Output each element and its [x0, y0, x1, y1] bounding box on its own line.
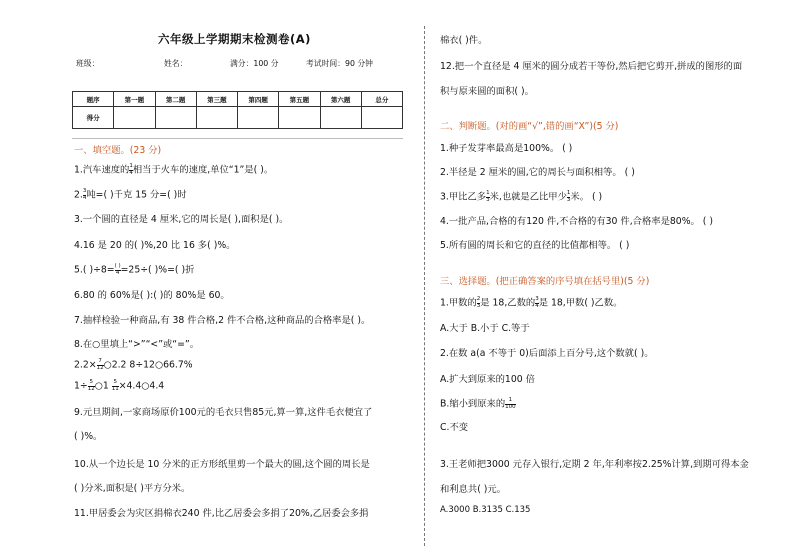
column-divider [424, 26, 425, 546]
choice-1-options: A.大于 B.小于 C.等于 [440, 323, 530, 334]
question-text: 相当于火车的速度,单位“1”是( )。 [132, 164, 274, 176]
question-9: 9.元旦期间,一家商场原价100元的毛衣只售85元,算一算,这件毛衣便宜了 [74, 407, 373, 418]
denominator: 4 [115, 269, 120, 276]
judge-5: 5.所有圆的周长和它的直径的比值都相等。 ( ) [440, 240, 630, 251]
choice-3-options: A.3000 B.3135 C.135 [440, 505, 531, 515]
numerator: 3 [535, 296, 539, 302]
choice-3-cont: 和利息共( )元。 [440, 484, 506, 495]
numerator: 2 [476, 296, 481, 302]
score-header-cell: 第二题 [155, 92, 196, 107]
score-cell[interactable] [320, 107, 361, 129]
numerator: 3 [82, 188, 87, 194]
score-header-cell: 第三题 [196, 92, 237, 107]
numerator: 1 [129, 163, 133, 169]
numerator: ( ) [114, 263, 121, 269]
choice-2: 2.在数 a(a 不等于 0)后面添上百分号,这个数就( )。 [440, 348, 654, 359]
judge-4: 4.一批产品,合格的有120 件,不合格的有30 件,合格率是80%。 ( ) [440, 216, 713, 227]
score-header-cell: 题序 [73, 92, 114, 107]
question-text: 吨=( )千克 15 分=( )时 [86, 189, 187, 201]
score-row-label: 得分 [73, 107, 114, 129]
choice-1 [440, 297, 622, 310]
denominator: 11 [111, 385, 119, 392]
question-10-answer: ( )分米,面积是( )平方分米。 [74, 483, 191, 494]
question-text: 米,也就是乙比甲少 [489, 191, 567, 203]
question-9-answer: ( )%。 [74, 431, 103, 442]
score-header-cell: 第一题 [114, 92, 155, 107]
question-8-row-1 [74, 359, 193, 372]
question-text: 是 18,乙数的 [480, 297, 536, 309]
judge-3 [440, 191, 602, 204]
score-table-header-row [73, 92, 403, 107]
question-2 [74, 189, 187, 202]
denominator: 12 [96, 364, 104, 371]
fraction [88, 380, 95, 392]
question-text: 3.甲比乙多 [440, 191, 487, 203]
section-fill-blank: 一、填空题。(23 分) [74, 145, 162, 156]
question-11-cont: 棉衣( )件。 [440, 35, 488, 46]
choice-2-option-a: A.扩大到原来的100 倍 [440, 374, 535, 385]
expression: 1÷ [74, 380, 88, 392]
question-text: 5.( )÷8= [74, 264, 115, 276]
denominator: 4 [82, 194, 87, 201]
question-12-cont: 积与原来圆的面积( )。 [440, 86, 534, 97]
score-header-cell: 第六题 [320, 92, 361, 107]
question-text: 1.甲数的 [440, 297, 477, 309]
exam-time-label: 考试时间：90 分钟 [306, 59, 373, 68]
question-8: 8.在○里填上“>”“<”或“=”。 [74, 339, 200, 350]
numerator: 7 [98, 358, 102, 364]
score-cell[interactable] [238, 107, 279, 129]
expression: ○2.2 8÷12○66.7% [103, 359, 193, 371]
section-divider [72, 138, 403, 139]
fraction [112, 380, 119, 392]
denominator: 3 [566, 196, 571, 203]
score-cell[interactable] [114, 107, 155, 129]
question-text: =25÷( )%=( )折 [120, 264, 195, 276]
question-6: 6.80 的 60%是( ):( )的 80%是 60。 [74, 290, 230, 301]
question-10: 10.从一个边长是 10 分米的正方形纸里剪一个最大的圆,这个圆的周长是 [74, 459, 370, 470]
expression: ○1 [94, 380, 109, 392]
numerator: 5 [113, 379, 117, 385]
option-text: B.缩小到原来的 [440, 398, 506, 410]
score-cell[interactable] [155, 107, 196, 129]
page-title: 六年级上学期期末检测卷(A) [158, 32, 311, 46]
full-score-label: 满分：100 分 [230, 59, 279, 68]
choice-2-option-c: C.不变 [440, 422, 469, 433]
score-table-row [73, 107, 403, 129]
section-multiple-choice: 三、选择题。(把正确答案的序号填在括号里)(5 分) [440, 276, 650, 287]
question-12: 12.把一个直径是 4 厘米的圆分成若干等份,然后把它剪开,拼成的图形的面 [440, 61, 743, 72]
denominator: 4 [535, 302, 539, 309]
choice-3: 3.王老师把3000 元存入银行,定期 2 年,年利率按2.25%计算,到期可得本金 [440, 459, 749, 470]
question-number: 2. [74, 189, 83, 201]
score-cell[interactable] [196, 107, 237, 129]
denominator: 100 [505, 403, 516, 410]
question-11: 11.甲居委会为灾区捐棉衣240 件,比乙居委会多捐了20%,乙居委会多捐 [74, 508, 369, 519]
choice-2-option-b [440, 398, 516, 411]
score-header-cell: 第四题 [238, 92, 279, 107]
question-4: 4.16 是 20 的( )%,20 比 16 多( )%。 [74, 240, 236, 251]
name-label: 姓名： [164, 59, 188, 68]
question-text: 米。 ( ) [570, 191, 603, 203]
denominator: 3 [476, 302, 481, 309]
question-8-row-2 [74, 380, 164, 393]
numerator: 1 [505, 398, 516, 405]
question-7: 7.抽样检验一种商品,有 38 件合格,2 件不合格,这种商品的合格率是( )。 [74, 315, 371, 326]
score-header-cell: 第五题 [279, 92, 320, 107]
score-table [72, 91, 403, 129]
judge-2: 2.半径是 2 厘米的圆,它的周长与面积相等。 ( ) [440, 167, 635, 178]
question-1 [74, 164, 273, 177]
class-label: 班级： [76, 59, 100, 68]
expression: ×4.4○4.4 [118, 380, 165, 392]
numerator: 5 [89, 379, 93, 385]
question-3: 3.一个圆的直径是 4 厘米,它的周长是( ),面积是( )。 [74, 214, 289, 225]
score-cell[interactable] [279, 107, 320, 129]
denominator: 4 [129, 169, 133, 176]
question-text: 1.汽车速度的 [74, 164, 130, 176]
judge-1: 1.种子发芽率最高是100%。 ( ) [440, 143, 573, 154]
numerator: 1 [486, 190, 490, 196]
section-true-false: 二、判断题。(对的画“√”,错的画“X”)(5 分) [440, 121, 619, 132]
fraction [97, 359, 104, 371]
denominator: 12 [87, 385, 95, 392]
score-header-cell: 总分 [361, 92, 402, 107]
denominator: 3 [486, 196, 490, 203]
fraction [505, 398, 516, 410]
expression: 2.2× [74, 359, 97, 371]
numerator: 1 [566, 190, 571, 196]
question-5 [74, 264, 194, 277]
score-cell[interactable] [361, 107, 402, 129]
question-text: 是 18,甲数( )乙数。 [538, 297, 623, 309]
